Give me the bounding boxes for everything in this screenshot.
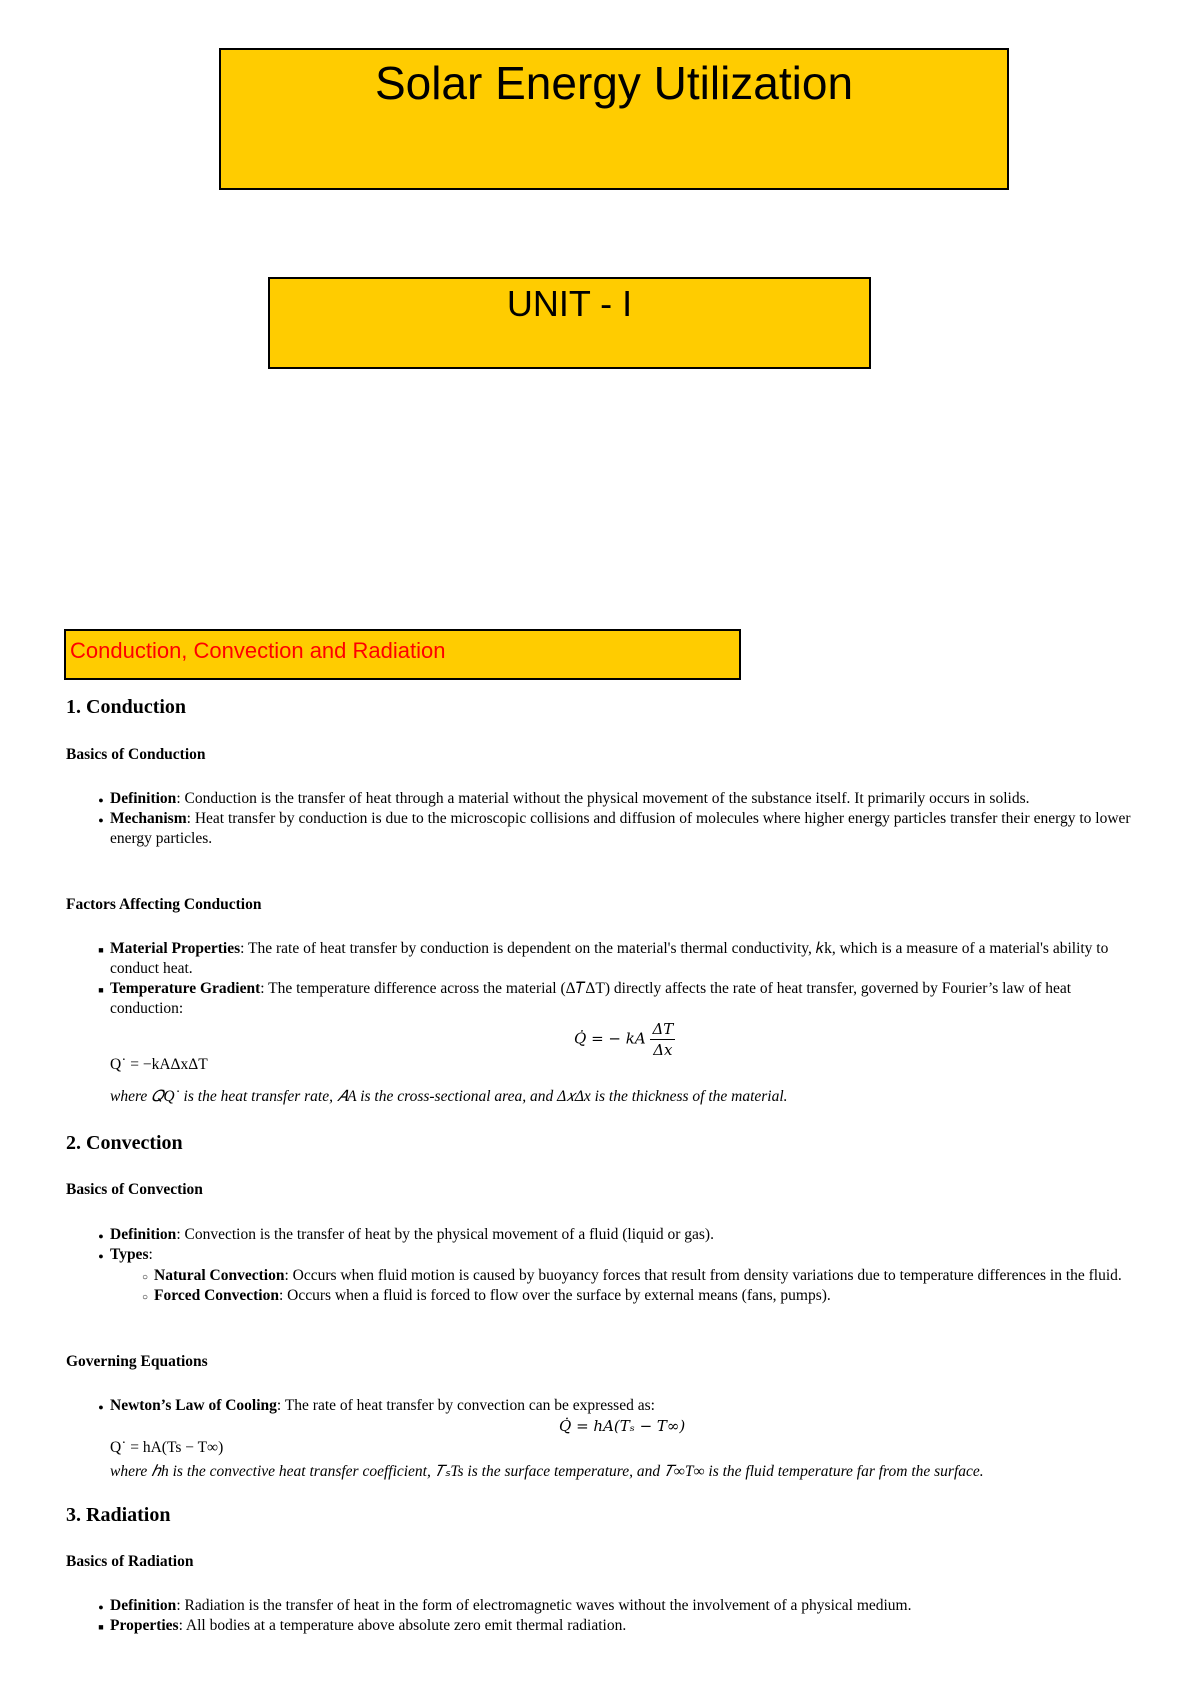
item-label: Definition (110, 1597, 177, 1614)
list-item (66, 939, 1146, 979)
item-text: : (148, 1246, 153, 1263)
list-item (66, 1596, 1146, 1616)
item-label: Material Properties (110, 940, 241, 957)
list-item (66, 1225, 1146, 1245)
fourier-equation (574, 1019, 675, 1060)
item-text: : Radiation is the transfer of heat in the form of electromagnetic waves without the involvement of a physical medium. (176, 1597, 912, 1614)
item-text: : Occurs when fluid motion is caused by buoyancy forces that result from density variations due to temperature differences in the fluid. (284, 1267, 1122, 1284)
title-box (219, 48, 1009, 190)
bullet-icon (96, 939, 106, 960)
section-box (64, 629, 741, 680)
item-label: Definition (110, 790, 177, 807)
newton-equation: Q̇ = hA(Tₛ − T∞) (559, 1417, 686, 1435)
list-item (66, 1266, 1146, 1286)
item-text: : Heat transfer by conduction is due to the microscopic collisions and diffusion of molecules where higher energy particles transfer their energy to lower energy particles. (110, 810, 1131, 847)
bullet-icon (96, 979, 106, 1000)
convection-heading: 2. Convection (66, 1132, 183, 1154)
where-text: where ℎh is the convective heat transfer coefficient, 𝑇ₛTs is the surface temperature, and 𝑇∞T∞ is the fluid temperature far from the surface. (110, 1463, 984, 1480)
item-label: Properties (110, 1617, 179, 1634)
list-item (66, 979, 1146, 1019)
newton-plain-text: Q˙ = hA(Ts − T∞) (110, 1439, 224, 1456)
newton-where-text (110, 1462, 984, 1482)
item-label: Forced Convection (154, 1287, 279, 1304)
fourier-where-text (110, 1087, 788, 1107)
bullet-icon (96, 789, 106, 810)
governing-equations-heading: Governing Equations (66, 1353, 208, 1370)
bullet-icon (96, 1225, 106, 1246)
item-label: Newton’s Law of Cooling (110, 1397, 277, 1414)
item-text: : All bodies at a temperature above absolute zero emit thermal radiation. (178, 1617, 627, 1634)
radiation-basics-list (66, 1596, 1146, 1636)
convection-types-list (66, 1266, 1146, 1306)
item-text: : Occurs when a fluid is forced to flow over the surface by external means (fans, pumps). (278, 1287, 831, 1304)
fourier-plain-text: Q˙ = −kAΔxΔT (110, 1056, 208, 1073)
bullet-icon (96, 1396, 106, 1417)
bullet-icon (96, 809, 106, 830)
list-item (66, 1245, 1146, 1265)
equation-lhs: Q̇ = − kA (574, 1029, 646, 1048)
item-label: Natural Convection (154, 1267, 285, 1284)
item-text: : The rate of heat transfer by convection can be expressed as: (276, 1397, 655, 1414)
conduction-heading: 1. Conduction (66, 696, 187, 718)
item-text: : The temperature difference across the material (Δ𝑇ΔT) directly affects the rate of heat transfer, governed by Fourier’s law of heat conduction: (110, 980, 1072, 1017)
equation-denominator: Δx (653, 1041, 673, 1059)
convection-basics-list (66, 1225, 1146, 1265)
bullet-icon (96, 1616, 106, 1637)
item-text: : Convection is the transfer of heat by the physical movement of a fluid (liquid or gas). (176, 1226, 714, 1243)
bullet-icon (96, 1596, 106, 1617)
item-label: Mechanism (110, 810, 187, 827)
document-title: Solar Energy Utilization (374, 57, 854, 109)
governing-list (66, 1396, 1146, 1416)
list-item (66, 809, 1146, 849)
basics-conduction-heading: Basics of Conduction (66, 746, 206, 763)
item-label: Definition (110, 1226, 177, 1243)
circle-bullet-icon (140, 1266, 150, 1288)
equation-fraction (650, 1019, 675, 1060)
radiation-heading: 3. Radiation (66, 1504, 171, 1526)
list-item (66, 1616, 1146, 1636)
item-label: Temperature Gradient (110, 980, 261, 997)
item-text: : Conduction is the transfer of heat through a material without the physical movement of the substance itself. It primarily occurs in solids. (176, 790, 1030, 807)
item-label: Types (110, 1246, 149, 1263)
section-title: Conduction, Convection and Radiation (70, 638, 446, 663)
where-text: where 𝑄̇Q˙ is the heat transfer rate, 𝐴A is the cross-sectional area, and Δ𝑥Δx is the thickness of the material. (110, 1088, 788, 1105)
basics-convection-heading: Basics of Convection (66, 1181, 203, 1198)
factors-conduction-heading: Factors Affecting Conduction (66, 896, 262, 913)
bullet-icon (96, 1245, 106, 1266)
conduction-basics-list (66, 789, 1146, 849)
item-text: : The rate of heat transfer by conduction is dependent on the material's thermal conductivity, 𝑘k, which is a measure of a material's ability to conduct heat. (110, 940, 1109, 977)
circle-bullet-icon (140, 1286, 150, 1308)
unit-box (268, 277, 871, 369)
basics-radiation-heading: Basics of Radiation (66, 1553, 194, 1570)
factors-list (66, 939, 1146, 1019)
list-item (66, 1286, 1146, 1306)
unit-title: UNIT - I (506, 283, 633, 324)
list-item (66, 789, 1146, 809)
equation-numerator: ΔT (652, 1020, 674, 1038)
list-item (66, 1396, 1146, 1416)
